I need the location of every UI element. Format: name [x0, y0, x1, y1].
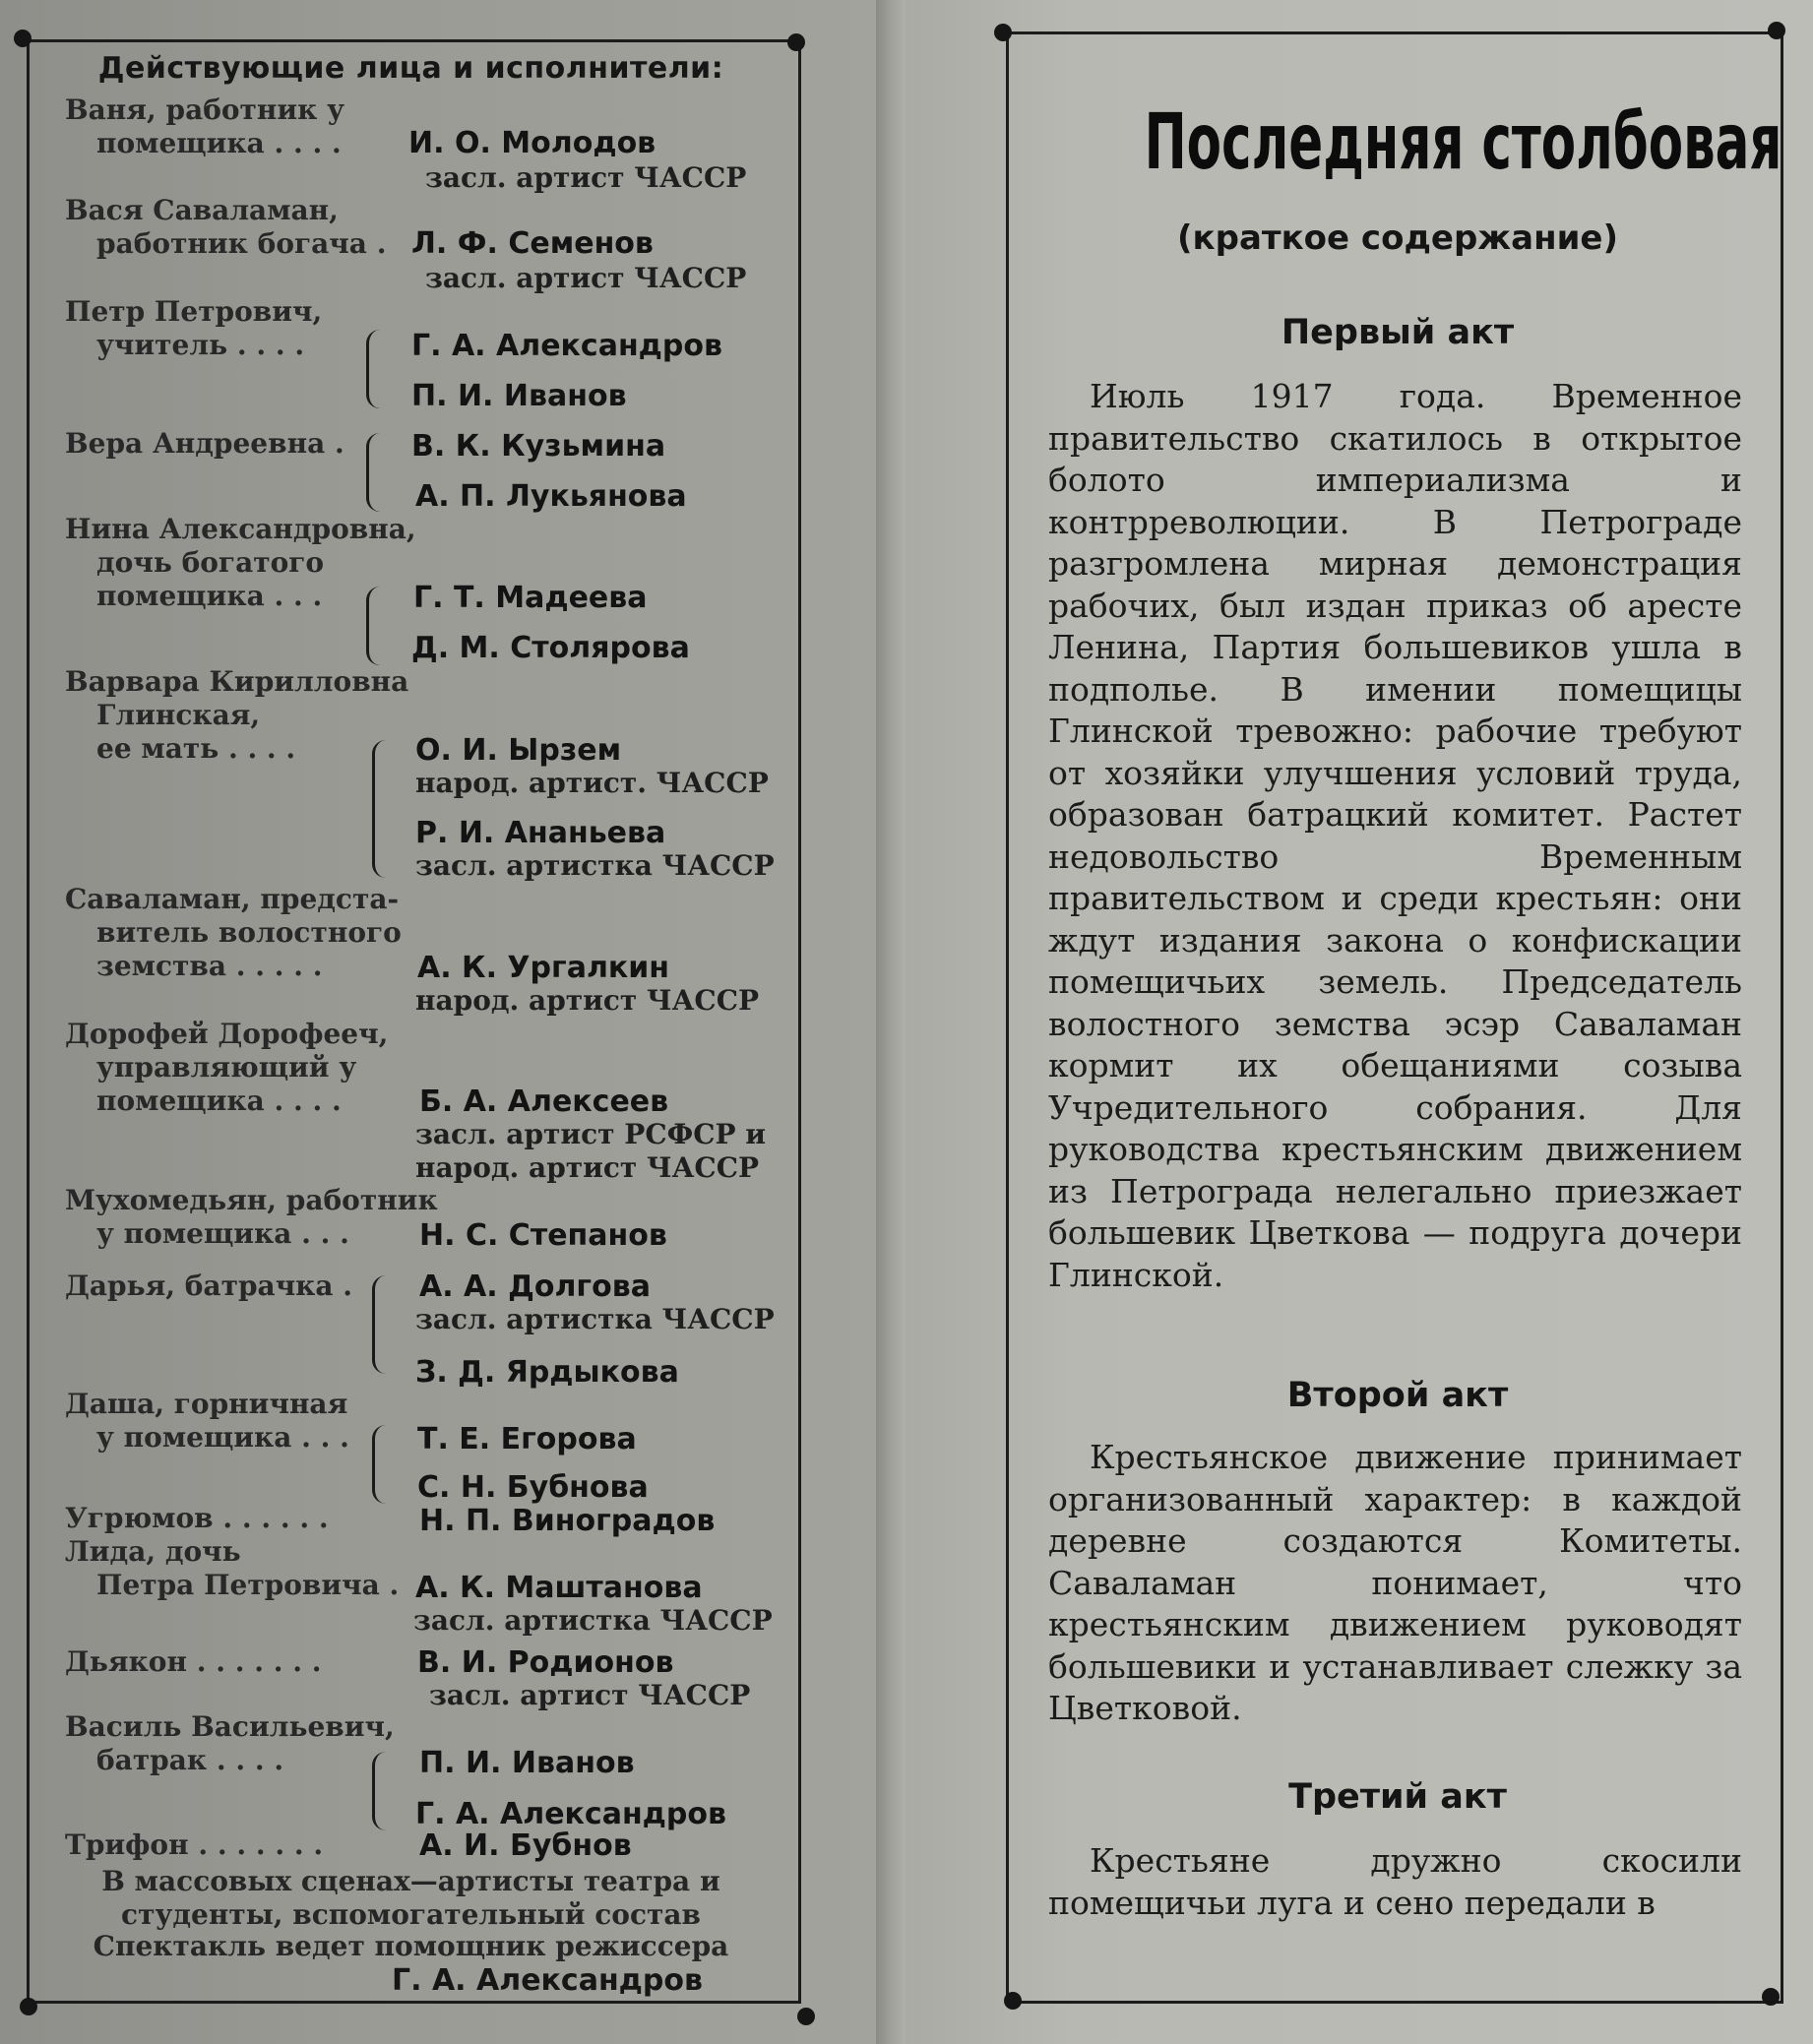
cast-role: Нина Александровна, дочь богатого помещика . . .: [65, 513, 416, 612]
cast-actor: Р. И. Ананьева: [415, 816, 666, 850]
cast-role: Трифон . . . . . . .: [65, 1828, 324, 1861]
cast-role: Дьякон . . . . . . .: [65, 1645, 322, 1678]
frame-corner-dot: [1004, 1992, 1022, 2010]
cast-role: Петр Петрович, учитель . . . .: [65, 295, 323, 361]
actor-title: засл. артист ЧАССР: [425, 262, 747, 294]
cast-actor: А. К. Маштанова: [415, 1571, 703, 1605]
cast-role: Лида, дочь Петра Петровича .: [65, 1535, 400, 1601]
frame-corner-dot: [1768, 22, 1785, 39]
cast-role: Даша, горничная у помещика . . .: [65, 1388, 349, 1454]
actor-title: засл. артистка ЧАССР: [415, 849, 775, 882]
actor-title: засл. артист РСФСР и: [415, 1118, 767, 1150]
cast-role: Василь Васильевич, батрак . . . .: [65, 1710, 395, 1776]
act-heading: Второй акт: [1286, 1376, 1509, 1415]
cast-actor: А. И. Бубнов: [419, 1828, 632, 1863]
cast-actor: А. А. Долгова: [419, 1270, 651, 1304]
actor-title: засл. артист ЧАССР: [425, 161, 747, 194]
frame-corner-dot: [787, 33, 805, 51]
actor-title: засл. артистка ЧАССР: [415, 1303, 775, 1335]
cast-actor: Л. Ф. Семенов: [411, 226, 654, 261]
cast-actor: А. П. Лукьянова: [415, 479, 687, 514]
play-subtitle: (краткое содержание): [1177, 218, 1618, 258]
cast-brace: [372, 1275, 387, 1374]
act-text: Крестьяне дружно скосили помещичьи луга и сено передали в: [1048, 1841, 1742, 1922]
assistant-director-name: Г. А. Александров: [392, 1963, 703, 1998]
cast-role: Мухомедьян, работник у помещика . . .: [65, 1184, 438, 1250]
cast-actor: А. К. Ургалкин: [417, 951, 670, 985]
cast-actor: С. Н. Бубнова: [417, 1470, 649, 1505]
cast-actor: Т. Е. Егорова: [417, 1422, 637, 1456]
cast-footer-line: Спектакль ведет помощник режиссера: [93, 1930, 729, 1962]
cast-role: Варвара Кирилловна Глинская, ее мать . . . .: [65, 665, 409, 765]
act-heading: Третий акт: [1288, 1777, 1507, 1817]
frame-corner-dot: [994, 24, 1012, 41]
cast-brace: [372, 740, 387, 878]
cast-brace: [366, 330, 381, 408]
act-text: Июль 1917 года. Временное правительство скатилось в открытое болото империализма и контрреволюции. В Петрограде разгромлена мирная демонстрация рабочих, был издан приказ об аресте Ленина, Партия большевиков ушла в подполье. В имении помещицы Глинской тревожно: рабочие требуют от хозяйки улучшения условий труда, образован батрацкий комитет. Растет недовольство Временным правительством и среди крестьян: они ждут издания закона о конфискации помещичьих земель. Председатель волостного земства эсэр Саваламан кормит их обещаниями созыва Учредительного собрания. Для руководства крестьянским движением из Петрограда нелегально приезжает большевик Цветкова — подруга дочери Глинской.: [1048, 377, 1742, 1294]
act-heading: Первый акт: [1281, 313, 1515, 352]
cast-footer-line: В массовых сценах—артисты театра и: [101, 1865, 720, 1897]
cast-actor: В. И. Родионов: [417, 1645, 674, 1680]
cast-actor: З. Д. Ярдыкова: [415, 1355, 679, 1390]
cast-role: Дарья, батрачка .: [65, 1270, 353, 1302]
cast-actor: И. О. Молодов: [408, 126, 656, 160]
cast-actor: Г. А. Александров: [411, 329, 722, 363]
cast-footer-line: студенты, вспомогательный состав: [121, 1898, 701, 1931]
cast-actor: Б. А. Алексеев: [419, 1084, 669, 1119]
cast-role: Саваламан, предста- витель волостного земства . . . . .: [65, 883, 402, 982]
cast-role: Ваня, работник у помещика . . . .: [65, 93, 345, 159]
cast-brace: [372, 1752, 387, 1830]
play-title: Последняя столбовая: [1144, 98, 1782, 187]
actor-title: засл. артистка ЧАССР: [413, 1604, 773, 1637]
cast-actor: Н. С. Степанов: [419, 1218, 667, 1253]
cast-actor: Д. М. Столярова: [411, 631, 690, 665]
cast-actor: П. И. Иванов: [419, 1746, 635, 1780]
cast-brace: [366, 433, 381, 512]
cast-role: Вера Андреевна .: [65, 427, 344, 460]
cast-actor: В. К. Кузьмина: [411, 429, 666, 464]
cast-brace: [366, 587, 381, 665]
frame-corner-dot: [797, 2008, 815, 2025]
frame-corner-dot: [1762, 1988, 1780, 2006]
page-gutter: [876, 0, 906, 2044]
actor-title: народ. артист. ЧАССР: [415, 767, 769, 799]
cast-actor: П. И. Иванов: [411, 379, 627, 413]
actor-title: народ. артист ЧАССР: [415, 984, 760, 1017]
actor-title: народ. артист ЧАССР: [415, 1151, 760, 1184]
cast-role: Угрюмов . . . . . .: [65, 1502, 329, 1534]
cast-actor: Г. А. Александров: [415, 1797, 726, 1831]
cast-heading: Действующие лица и исполнители:: [97, 51, 724, 86]
cast-actor: Н. П. Виноградов: [419, 1504, 716, 1538]
cast-actor: Г. Т. Мадеева: [413, 581, 648, 615]
cast-actor: О. И. Ырзем: [415, 733, 622, 768]
cast-role: Вася Саваламан, работник богача .: [65, 194, 387, 260]
cast-brace: [372, 1425, 387, 1504]
frame-corner-dot: [14, 30, 31, 47]
frame-corner-dot: [20, 1998, 37, 2015]
actor-title: засл. артист ЧАССР: [429, 1679, 751, 1711]
act-text: Крестьянское движение принимает организованный характер: в каждой деревне создаются Комитеты. Саваламан понимает, что крестьянским движением руководят большевики и устанавливает слежку за Цветковой.: [1048, 1438, 1742, 1727]
cast-role: Дорофей Дорофееч, управляющий у помещика . . . .: [65, 1018, 389, 1117]
